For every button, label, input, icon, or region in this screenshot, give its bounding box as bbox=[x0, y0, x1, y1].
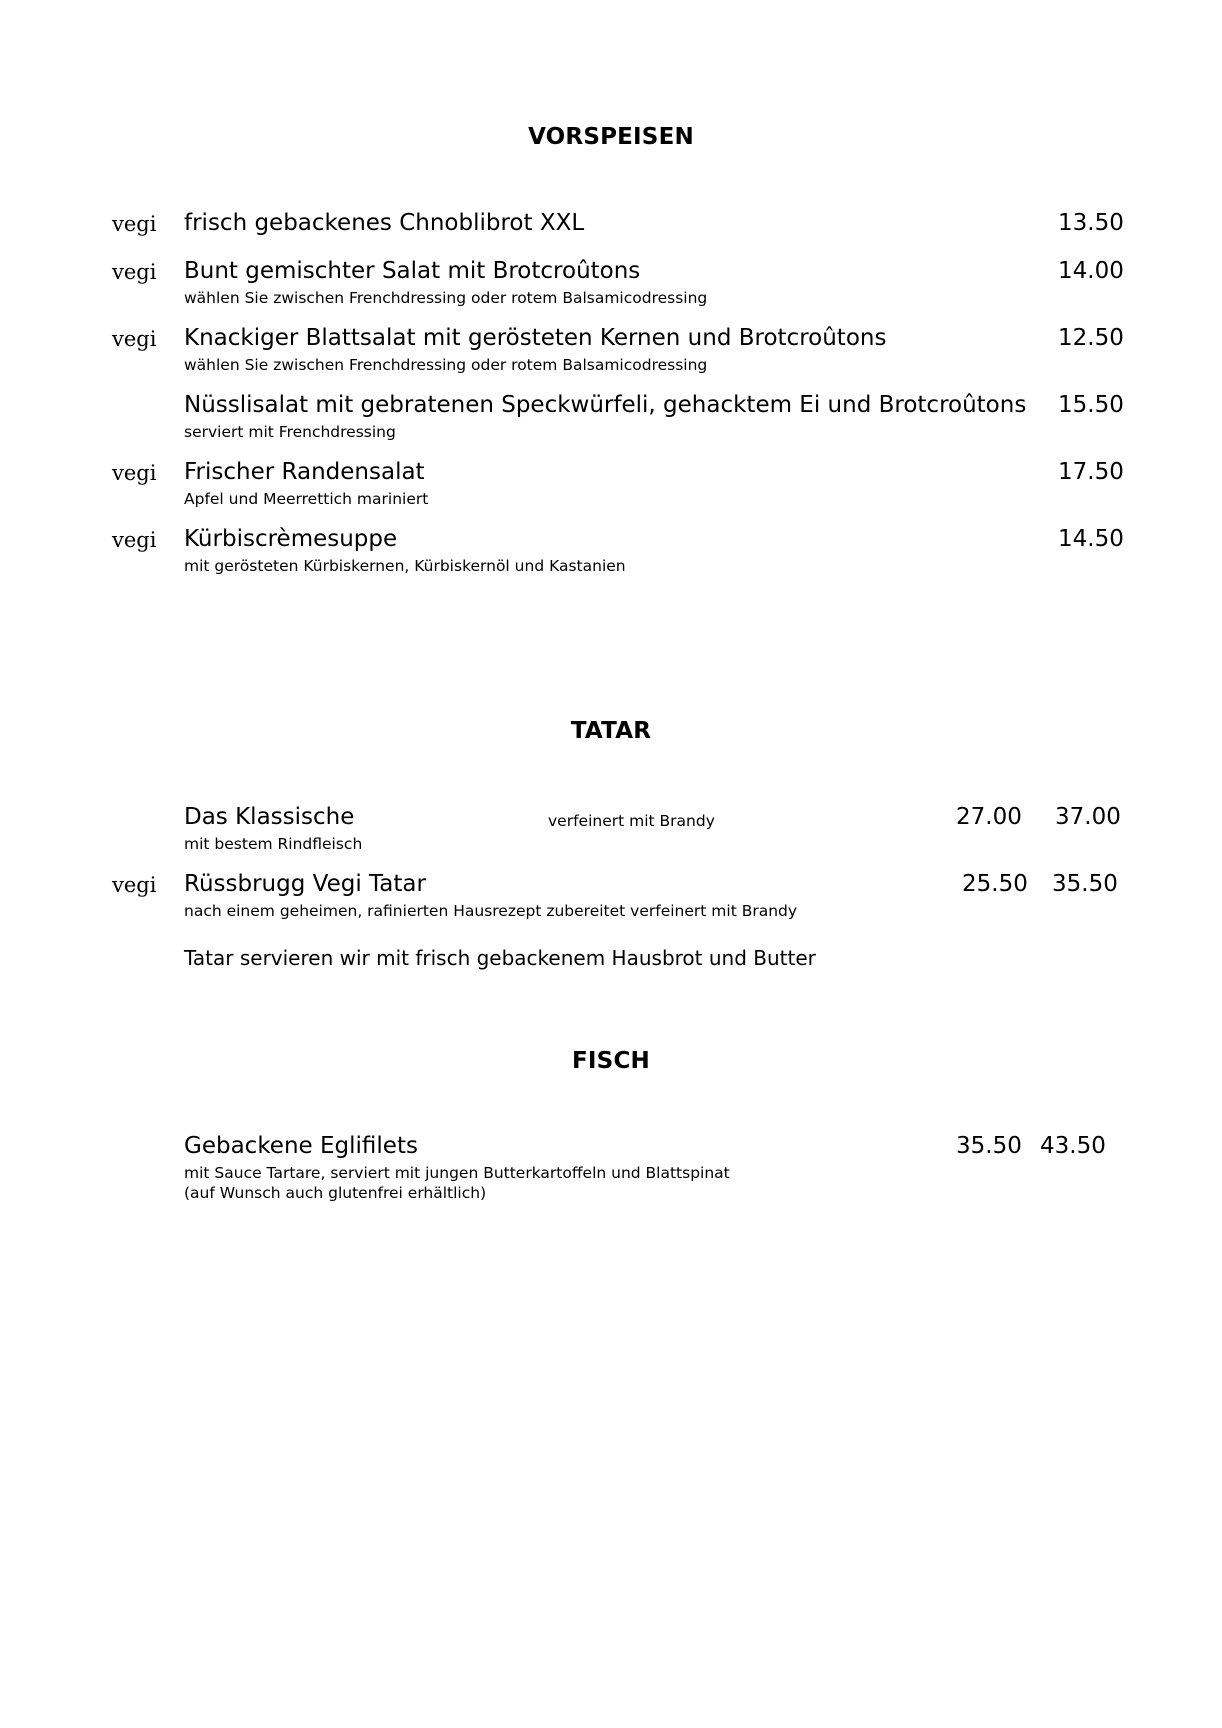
tatar-footnote: Tatar servieren wir mit frisch gebackenem Hausbrot und Butter bbox=[184, 946, 816, 970]
vegi-label: vegi bbox=[112, 461, 157, 485]
item-name: Rüssbrugg Vegi Tatar bbox=[184, 871, 426, 897]
item-name: frisch gebackenes Chnoblibrot XXL bbox=[184, 210, 585, 236]
vegi-label: vegi bbox=[112, 212, 157, 236]
section-heading-vorspeisen: VORSPEISEN bbox=[528, 124, 694, 150]
vegi-label: vegi bbox=[112, 260, 157, 284]
item-price-small: 25.50 bbox=[962, 871, 1028, 897]
item-price-small: 27.00 bbox=[956, 804, 1022, 830]
item-price: 12.50 bbox=[1058, 325, 1124, 351]
item-price: 13.50 bbox=[1058, 210, 1124, 236]
item-name: Das Klassische bbox=[184, 804, 355, 830]
item-name: Nüsslisalat mit gebratenen Speckwürfeli, gehacktem Ei und Brotcroûtons bbox=[184, 392, 1027, 418]
item-inline-note: verfeinert mit Brandy bbox=[548, 812, 715, 830]
item-price-small: 35.50 bbox=[956, 1133, 1022, 1159]
item-price: 14.00 bbox=[1058, 258, 1124, 284]
vegi-label: vegi bbox=[112, 528, 157, 552]
item-price: 15.50 bbox=[1058, 392, 1124, 418]
item-description-note: (auf Wunsch auch glutenfrei erhältlich) bbox=[184, 1184, 487, 1202]
item-description: nach einem geheimen, rafinierten Hausrezept zubereitet verfeinert mit Brandy bbox=[184, 902, 798, 920]
section-heading-tatar: TATAR bbox=[570, 718, 652, 744]
item-name: Frischer Randensalat bbox=[184, 459, 425, 485]
item-description: Apfel und Meerrettich mariniert bbox=[184, 490, 429, 508]
section-heading-fisch: FISCH bbox=[572, 1048, 650, 1074]
item-name: Knackiger Blattsalat mit gerösteten Kernen und Brotcroûtons bbox=[184, 325, 887, 351]
item-description: wählen Sie zwischen Frenchdressing oder rotem Balsamicodressing bbox=[184, 356, 708, 374]
item-price: 14.50 bbox=[1058, 526, 1124, 552]
item-description: wählen Sie zwischen Frenchdressing oder rotem Balsamicodressing bbox=[184, 289, 708, 307]
vegi-label: vegi bbox=[112, 327, 157, 351]
item-description: mit bestem Rindfleisch bbox=[184, 835, 363, 853]
item-description: mit Sauce Tartare, serviert mit jungen Butterkartoffeln und Blattspinat bbox=[184, 1164, 730, 1182]
item-name: Kürbiscrèmesuppe bbox=[184, 526, 398, 552]
item-price-large: 37.00 bbox=[1055, 804, 1121, 830]
item-description: serviert mit Frenchdressing bbox=[184, 423, 396, 441]
item-price-large: 43.50 bbox=[1040, 1133, 1106, 1159]
item-price-large: 35.50 bbox=[1052, 871, 1118, 897]
item-name: Bunt gemischter Salat mit Brotcroûtons bbox=[184, 258, 641, 284]
item-price: 17.50 bbox=[1058, 459, 1124, 485]
item-name: Gebackene Eglifilets bbox=[184, 1133, 418, 1159]
vegi-label: vegi bbox=[112, 873, 157, 897]
item-description: mit gerösteten Kürbiskernen, Kürbiskernöl und Kastanien bbox=[184, 557, 626, 575]
